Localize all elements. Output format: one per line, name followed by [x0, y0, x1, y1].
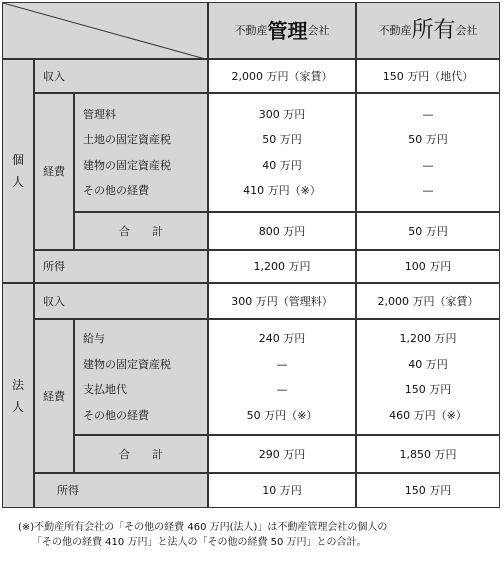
header-kanri-suffix: 会社 [307, 24, 330, 37]
kojin-item-kanri-value: 50 万円 [262, 133, 302, 147]
hojin-item-shoyu-value: 460 万円（※） [389, 408, 467, 422]
kojin-expense-label: 経費 [34, 93, 74, 250]
kojin-item-label: 管理料 [83, 108, 116, 122]
kojin-item-label: その他の経費 [83, 183, 149, 197]
header-shoyu-main: 所有 [411, 17, 456, 43]
kojin-item-kanri-value: 410 万円（※） [243, 183, 321, 197]
footnote-line-1: (※)不動産所有会社の「その他の経費 460 万円(法人)」は不動産管理会社の個人の [18, 522, 388, 533]
kojin-items-kanri [208, 93, 356, 212]
header-shoyu-suffix: 会社 [455, 24, 478, 37]
hojin-total-shoyu: 1,850 万円 [356, 435, 500, 473]
hojin-item-shoyu-value: 40 万円 [408, 357, 448, 371]
kojin-item-kanri-value: 300 万円 [258, 108, 306, 122]
hojin-side-label: 法 人 [2, 283, 34, 508]
hojin-item-shoyu-value: 150 万円 [404, 383, 452, 397]
kojin-side-label: 個 人 [2, 59, 34, 283]
hojin-items-shoyu [356, 319, 500, 435]
header-kanri-company [208, 2, 356, 59]
kojin-item-label: 土地の固定資産税 [83, 133, 171, 147]
hojin-items-kanri [208, 319, 356, 435]
hojin-income-label: 収入 [34, 283, 208, 319]
hojin-profit-shoyu: 150 万円 [356, 473, 500, 508]
hojin-total-kanri: 290 万円 [208, 435, 356, 473]
kojin-item-shoyu-value: — [422, 158, 434, 172]
kojin-total-label: 合 計 [74, 212, 208, 250]
hojin-income-shoyu: 2,000 万円（家賃） [356, 283, 500, 319]
hojin-expense-label: 経費 [34, 319, 74, 473]
comparison-table [2, 2, 500, 508]
header-kanri-prefix: 不動産 [234, 24, 268, 37]
kojin-income-label: 収入 [34, 59, 208, 93]
hojin-profit-label: 所得 [34, 473, 208, 508]
hojin-item-kanri-value: 50 万円（※） [246, 408, 318, 422]
diagonal-line [3, 3, 209, 60]
kojin-item-kanri-value: 40 万円 [262, 158, 302, 172]
kojin-profit-label: 所得 [34, 250, 208, 283]
header-corner-cell [2, 2, 208, 59]
hojin-item-kanri-value: — [276, 383, 288, 397]
hojin-profit-kanri: 10 万円 [208, 473, 356, 508]
header-kanri-main: 管理 [267, 18, 308, 43]
hojin-item-shoyu-value: 1,200 万円 [399, 332, 457, 346]
kojin-item-shoyu-value: — [422, 108, 434, 122]
hojin-item-label: その他の経費 [83, 408, 149, 422]
kojin-total-kanri: 800 万円 [208, 212, 356, 250]
hojin-item-kanri-value: — [276, 357, 288, 371]
kojin-profit-shoyu: 100 万円 [356, 250, 500, 283]
kojin-income-kanri: 2,000 万円（家賃） [208, 59, 356, 93]
hojin-total-label: 合 計 [74, 435, 208, 473]
hojin-items-labels [74, 319, 208, 435]
hojin-income-kanri: 300 万円（管理料） [208, 283, 356, 319]
kojin-items-labels [74, 93, 208, 212]
hojin-item-label: 支払地代 [83, 383, 127, 397]
kojin-items-shoyu [356, 93, 500, 212]
hojin-item-label: 建物の固定資産税 [83, 357, 171, 371]
header-shoyu-company [356, 2, 500, 59]
kojin-item-shoyu-value: 50 万円 [408, 133, 448, 147]
hojin-item-label: 給与 [83, 332, 105, 346]
kojin-item-shoyu-value: — [422, 183, 434, 197]
kojin-profit-kanri: 1,200 万円 [208, 250, 356, 283]
hojin-item-kanri-value: 240 万円 [258, 332, 306, 346]
kojin-income-shoyu: 150 万円（地代） [356, 59, 500, 93]
kojin-item-label: 建物の固定資産税 [83, 158, 171, 172]
footnote-line-2: 「その他の経費 410 万円」と法人の「その他の経費 50 万円」との合計。 [32, 537, 367, 548]
footnote [18, 520, 498, 550]
header-shoyu-prefix: 不動産 [378, 24, 412, 37]
kojin-total-shoyu: 50 万円 [356, 212, 500, 250]
